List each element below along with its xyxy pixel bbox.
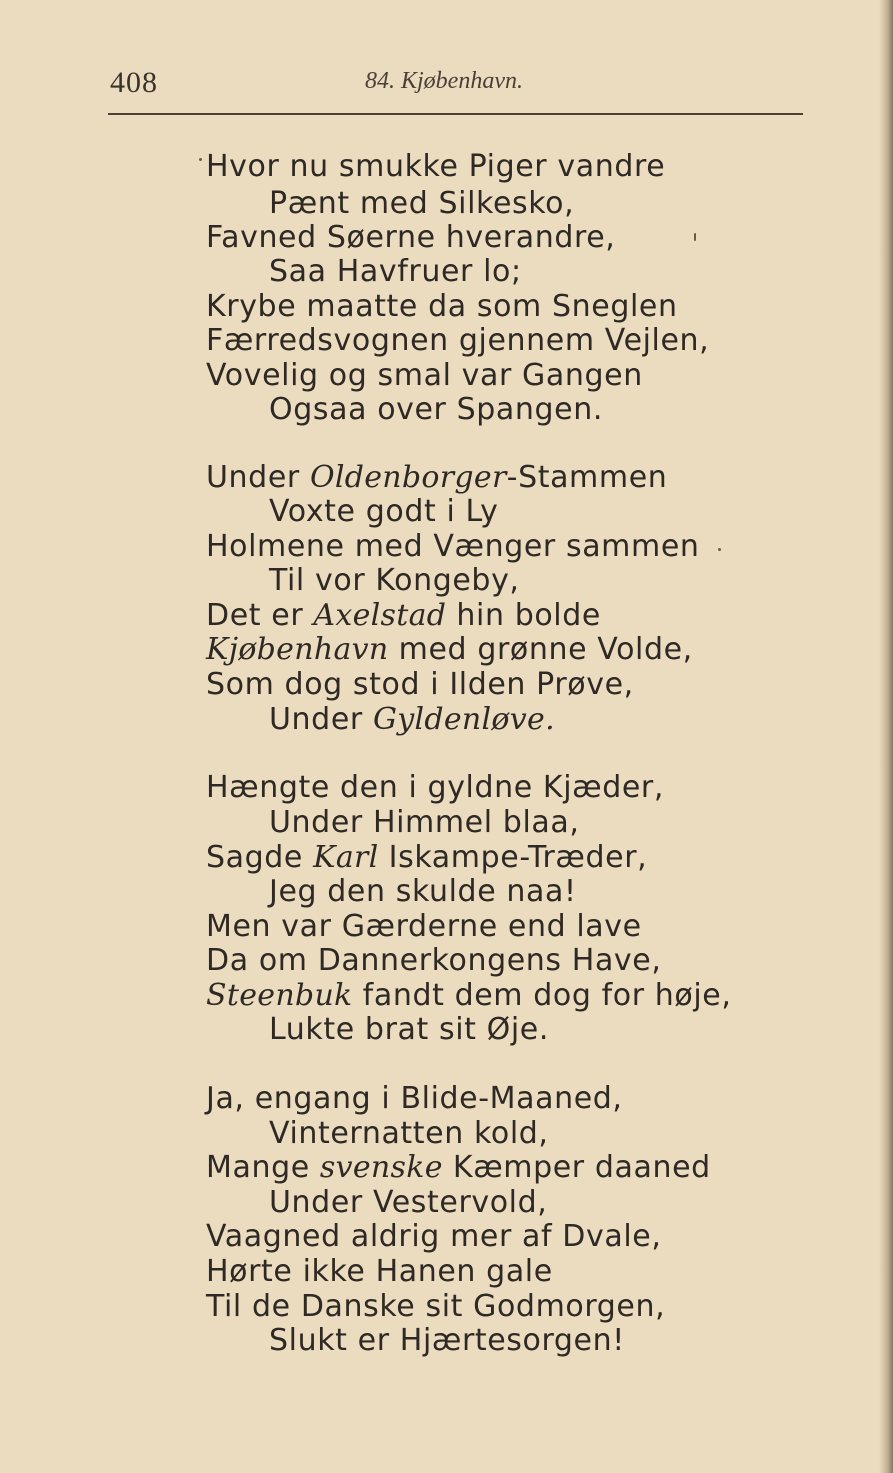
verse-line: Men var Gærderne end lave	[206, 909, 642, 944]
verse-line: Voxte godt i Ly	[269, 494, 499, 529]
verse-line: Ja, engang i Blide-Maaned,	[206, 1081, 623, 1116]
header-rule	[108, 113, 803, 115]
verse-line: Pænt med Silkesko,	[269, 186, 575, 221]
verse-line: Vaagned aldrig mer af Dvale,	[206, 1219, 662, 1254]
italic-name: Steenbuk	[206, 978, 353, 1013]
verse-line: Hvor nu smukke Piger vandre	[206, 149, 666, 184]
verse-line: Favned Søerne hverandre,	[206, 220, 616, 255]
verse-line: Under Vestervold,	[269, 1185, 548, 1220]
paper-speck	[694, 233, 696, 241]
verse-line: Under Himmel blaa,	[269, 805, 580, 840]
verse-line: Sagde Karl Iskampe-Træder,	[206, 840, 648, 875]
verse-line: Vovelig og smal var Gangen	[206, 358, 643, 393]
italic-name: Gyldenløve.	[372, 702, 555, 737]
verse-line: Kjøbenhavn med grønne Volde,	[206, 632, 693, 667]
page-edge-shadow	[879, 0, 893, 1473]
verse-line: Steenbuk fandt dem dog for høje,	[206, 978, 732, 1013]
italic-name: Kjøbenhavn	[206, 632, 389, 667]
italic-name: Oldenborger	[309, 460, 507, 495]
verse-line: Ogsaa over Spangen.	[269, 392, 603, 427]
italic-name: svenske	[319, 1150, 443, 1185]
verse-line: Lukte brat sit Øje.	[269, 1012, 549, 1047]
verse-line: Færredsvognen gjennem Vejlen,	[206, 323, 710, 358]
verse-line: Da om Dannerkongens Have,	[206, 943, 662, 978]
verse-line: Til vor Kongeby,	[269, 563, 520, 598]
verse-line: Slukt er Hjærtesorgen!	[269, 1323, 625, 1358]
italic-name: Axelstad	[313, 598, 447, 633]
page-number: 408	[110, 66, 158, 99]
verse-line: Holmene med Vænger sammen	[206, 529, 700, 564]
paper-speck	[718, 548, 721, 551]
verse-line: Som dog stod i Ilden Prøve,	[206, 667, 634, 702]
running-title: 84. Kjøbenhavn.	[365, 68, 523, 94]
verse-line: Krybe maatte da som Sneglen	[206, 289, 678, 324]
verse-line: Under Gyldenløve.	[269, 702, 555, 737]
verse-line: Til de Danske sit Godmorgen,	[206, 1289, 666, 1324]
verse-line: Jeg den skulde naa!	[269, 874, 577, 909]
paper-speck	[199, 158, 202, 161]
verse-line: Mange svenske Kæmper daaned	[206, 1150, 711, 1185]
page-header	[0, 0, 893, 120]
verse-line: Hørte ikke Hanen gale	[206, 1254, 553, 1289]
verse-line: Hængte den i gyldne Kjæder,	[206, 770, 664, 805]
italic-name: Karl	[313, 840, 379, 875]
verse-line: Vinternatten kold,	[269, 1116, 549, 1151]
verse-line: Saa Havfruer lo;	[269, 254, 522, 289]
verse-line: Det er Axelstad hin bolde	[206, 598, 601, 633]
verse-line: Under Oldenborger-Stammen	[206, 460, 668, 495]
